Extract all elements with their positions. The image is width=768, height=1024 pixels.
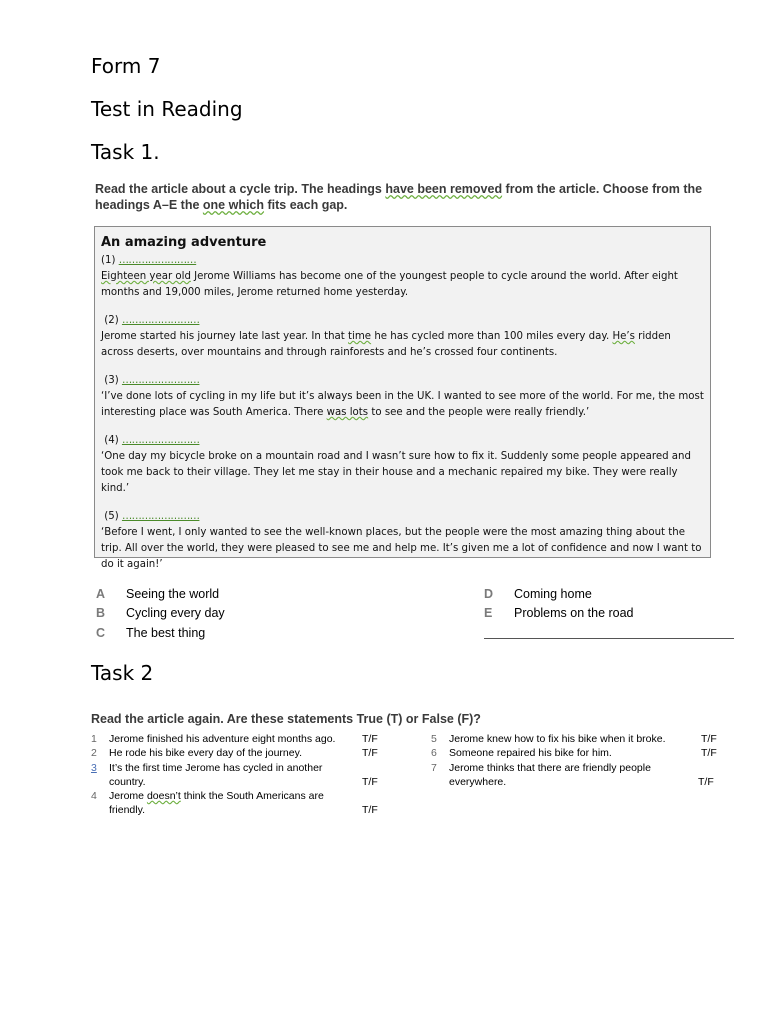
gap-label[interactable]: (3) …………………… bbox=[104, 375, 200, 386]
heading-options-left bbox=[96, 584, 225, 643]
article-paragraph bbox=[101, 509, 704, 573]
paragraph-text: Jerome started his journey late last year. In that bbox=[101, 331, 349, 342]
question-number: 7 bbox=[431, 762, 437, 774]
tf-question bbox=[91, 761, 391, 789]
tf-question bbox=[91, 789, 391, 817]
instruction-text: Read the article about a cycle trip. The headings bbox=[95, 182, 386, 196]
question-text: Jerome knew how to fix his bike when it broke. bbox=[449, 733, 666, 745]
heading-option[interactable] bbox=[484, 584, 634, 604]
paragraph-text: he has cycled more than 100 miles every day. bbox=[371, 331, 613, 342]
tf-question bbox=[431, 732, 731, 746]
task2-instruction: Read the article again. Are these statements True (T) or False (F)? bbox=[91, 712, 481, 726]
option-letter: D bbox=[484, 586, 494, 601]
paragraph-text: ‘I’ve done lots of cycling in my life but it’s always been in the UK. I wanted to see more of the world. For me, the most interesting place was South America. There bbox=[101, 391, 704, 418]
paragraph-text: time bbox=[348, 331, 372, 342]
question-text: country. bbox=[109, 776, 146, 788]
instruction-text: one which bbox=[202, 198, 265, 212]
question-text: friendly. bbox=[109, 804, 145, 816]
true-false-choice[interactable]: T/F bbox=[362, 804, 378, 816]
article-title: An amazing adventure bbox=[101, 235, 267, 250]
true-false-choice[interactable]: T/F bbox=[362, 747, 378, 759]
option-letter: B bbox=[96, 606, 106, 621]
question-text: Jerome doesn’t think the South Americans are bbox=[109, 790, 324, 802]
option-letter: C bbox=[96, 625, 106, 640]
option-label: Cycling every day bbox=[126, 606, 225, 621]
task1-heading: Task 1. bbox=[91, 140, 160, 164]
true-false-choice[interactable]: T/F bbox=[698, 776, 714, 788]
option-label: Coming home bbox=[514, 586, 592, 601]
paragraph-text: ‘One day my bicycle broke on a mountain road and I wasn’t sure how to fix it. Suddenly some people appeared and took me back to their village. They let me stay in their house and a mechanic repaired my bike. They were really kind.’ bbox=[101, 451, 691, 494]
true-false-choice[interactable]: T/F bbox=[362, 733, 378, 745]
article-box bbox=[94, 226, 711, 570]
option-label: The best thing bbox=[126, 625, 206, 640]
paragraph-text: ridden across deserts, over mountains and through rainforests and he’s crossed four continents. bbox=[101, 331, 671, 358]
paragraph-text: Jerome Williams has become one of the youngest people to cycle around the world. After eight months and 19,000 miles, Jerome returned home yesterday. bbox=[101, 271, 678, 298]
option-letter: A bbox=[96, 586, 106, 601]
true-false-choice[interactable]: T/F bbox=[362, 776, 378, 788]
article-paragraph bbox=[101, 373, 704, 421]
option-label: Problems on the road bbox=[514, 606, 634, 621]
paragraph-text: He’s bbox=[612, 331, 635, 342]
question-number: 2 bbox=[91, 747, 97, 759]
heading-options-right bbox=[484, 584, 634, 623]
question-text: It’s the first time Jerome has cycled in another bbox=[109, 762, 323, 774]
question-text: everywhere. bbox=[449, 776, 507, 788]
gap-label[interactable]: (2) …………………… bbox=[104, 315, 200, 326]
paragraph-text: was lots bbox=[326, 407, 369, 418]
instruction-text: have been removed bbox=[385, 182, 503, 196]
heading-option[interactable] bbox=[96, 584, 225, 604]
tf-question bbox=[431, 746, 731, 760]
paragraph-text: Eighteen year old bbox=[101, 271, 191, 282]
gap-label[interactable]: (1) …………………… bbox=[101, 255, 197, 266]
article-paragraph bbox=[101, 433, 704, 497]
question-number: 6 bbox=[431, 747, 437, 759]
question-number: 1 bbox=[91, 733, 97, 745]
tf-question bbox=[91, 746, 391, 760]
true-false-choice[interactable]: T/F bbox=[701, 733, 717, 745]
heading-option[interactable] bbox=[96, 623, 225, 643]
option-letter: E bbox=[484, 606, 493, 621]
question-number: 3 bbox=[91, 762, 97, 774]
heading-option[interactable] bbox=[96, 604, 225, 624]
gap-label[interactable]: (4) …………………… bbox=[104, 435, 200, 446]
instruction-text: from the article. Choose from the headings A–E the bbox=[95, 182, 703, 212]
question-text: Jerome finished his adventure eight months ago. bbox=[109, 733, 336, 745]
paragraph-text: ‘Before I went, I only wanted to see the well-known places, but the people were the most amazing thing about the trip. All over the world, they were pleased to see me and help me. It’s given me a lot of confidence and now I want to do it again!’ bbox=[101, 527, 702, 570]
question-number: 5 bbox=[431, 733, 437, 745]
tf-question bbox=[91, 732, 391, 746]
paragraph-text: to see and the people were really friendly.’ bbox=[368, 407, 590, 418]
test-heading: Test in Reading bbox=[91, 97, 243, 121]
answer-line[interactable] bbox=[484, 638, 734, 639]
task1-instruction bbox=[95, 181, 750, 213]
article-paragraph bbox=[101, 313, 704, 361]
task2-heading: Task 2 bbox=[91, 661, 154, 685]
tf-question bbox=[431, 761, 731, 789]
article-paragraph bbox=[101, 253, 704, 301]
gap-label[interactable]: (5) …………………… bbox=[104, 511, 200, 522]
heading-option[interactable] bbox=[484, 604, 634, 624]
question-text: Jerome thinks that there are friendly people bbox=[449, 762, 651, 774]
true-false-choice[interactable]: T/F bbox=[701, 747, 717, 759]
option-label: Seeing the world bbox=[126, 586, 220, 601]
question-text: Someone repaired his bike for him. bbox=[449, 747, 612, 759]
question-text: He rode his bike every day of the journey. bbox=[109, 747, 302, 759]
form-heading: Form 7 bbox=[91, 54, 161, 78]
instruction-text: fits each gap. bbox=[264, 198, 348, 212]
question-number: 4 bbox=[91, 790, 97, 802]
